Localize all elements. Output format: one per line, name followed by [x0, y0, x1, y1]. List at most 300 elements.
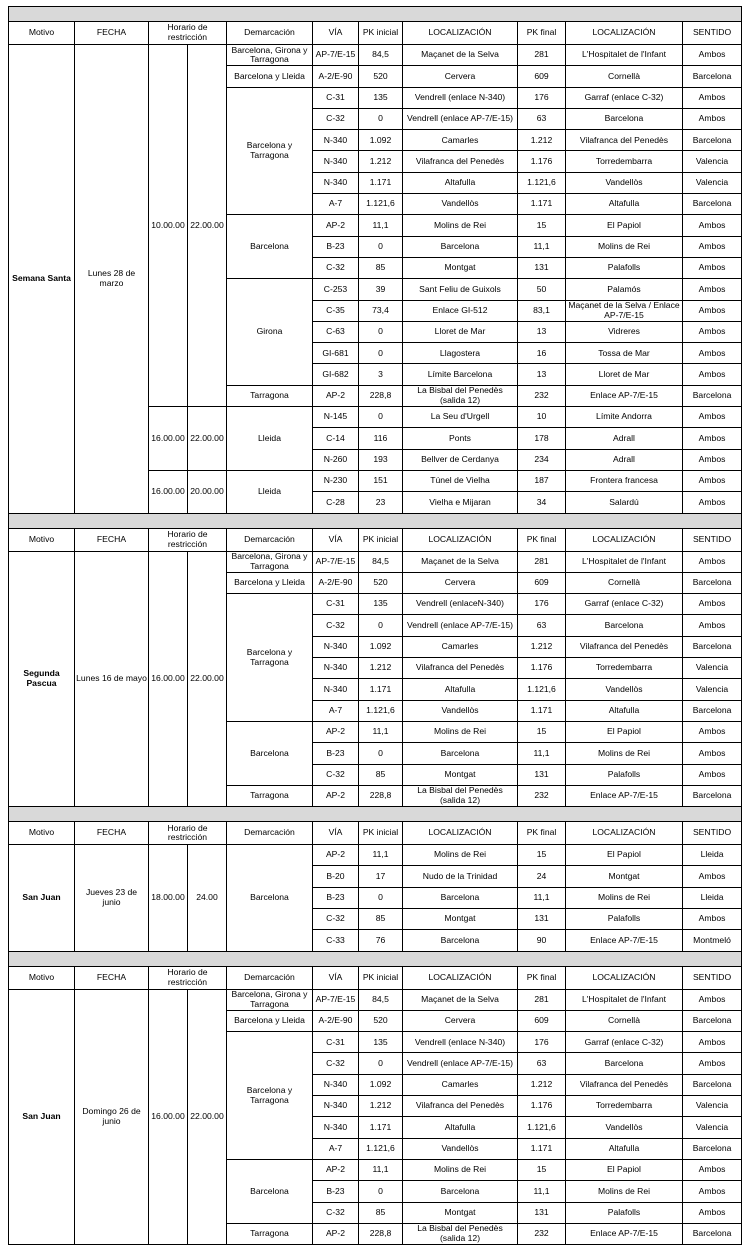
localizacion-inicial-cell: Vilafranca del Penedès — [403, 658, 518, 679]
header-horario: Horario de restricción — [149, 822, 227, 845]
header-pk_final: PK final — [518, 22, 566, 45]
localizacion-inicial-cell: Llagostera — [403, 343, 518, 364]
sentido-cell: Ambos — [683, 764, 742, 785]
header-row — [9, 528, 742, 551]
via-cell: AP-2 — [313, 215, 359, 236]
localizacion-final-cell: Barcelona — [566, 108, 683, 129]
via-cell: A-7 — [313, 1138, 359, 1159]
header-motivo: Motivo — [9, 966, 75, 989]
demarcacion-cell: Barcelona y Lleida — [227, 1010, 313, 1031]
pk-inicial-cell: 85 — [359, 257, 403, 278]
sentido-cell: Ambos — [683, 428, 742, 449]
via-cell: N-145 — [313, 407, 359, 428]
sentido-cell: Ambos — [683, 743, 742, 764]
localizacion-final-cell: Palafolls — [566, 908, 683, 929]
header-localizacion_fin: LOCALIZACIÓN — [566, 966, 683, 989]
demarcacion-cell: Barcelona — [227, 845, 313, 951]
via-cell: C-253 — [313, 279, 359, 300]
localizacion-final-cell: Torredembarra — [566, 658, 683, 679]
demarcacion-cell: Barcelona — [227, 215, 313, 279]
localizacion-final-cell: Vilafranca del Penedès — [566, 1074, 683, 1095]
pk-inicial-cell: 0 — [359, 108, 403, 129]
header-via: VÍA — [313, 966, 359, 989]
localizacion-inicial-cell: Barcelona — [403, 930, 518, 951]
via-cell: N-230 — [313, 470, 359, 491]
demarcacion-cell: Lleida — [227, 470, 313, 513]
localizacion-inicial-cell: Maçanet de la Selva — [403, 989, 518, 1010]
demarcacion-cell: Barcelona y Tarragona — [227, 87, 313, 215]
pk-final-cell: 232 — [518, 1223, 566, 1244]
localizacion-final-cell: Enlace AP-7/E-15 — [566, 1223, 683, 1244]
demarcacion-cell: Tarragona — [227, 1223, 313, 1244]
fecha-cell: Jueves 23 de junio — [75, 845, 149, 951]
pk-inicial-cell: 1.171 — [359, 172, 403, 193]
header-row — [9, 822, 742, 845]
localizacion-final-cell: El Papiol — [566, 721, 683, 742]
end-time-cell: 22.00.00 — [188, 407, 227, 471]
via-cell: N-340 — [313, 679, 359, 700]
localizacion-inicial-cell: Camarles — [403, 1074, 518, 1095]
localizacion-inicial-cell: La Seu d'Urgell — [403, 407, 518, 428]
pk-final-cell: 15 — [518, 1159, 566, 1180]
sentido-cell: Ambos — [683, 615, 742, 636]
pk-inicial-cell: 11,1 — [359, 721, 403, 742]
pk-inicial-cell: 85 — [359, 908, 403, 929]
pk-inicial-cell: 116 — [359, 428, 403, 449]
pk-final-cell: 50 — [518, 279, 566, 300]
localizacion-final-cell: L'Hospitalet de l'Infant — [566, 989, 683, 1010]
via-cell: A-7 — [313, 194, 359, 215]
localizacion-inicial-cell: Nudo de la Trinidad — [403, 866, 518, 887]
start-time-cell: 16.00.00 — [149, 407, 188, 471]
header-localizacion_fin: LOCALIZACIÓN — [566, 822, 683, 845]
localizacion-final-cell: Altafulla — [566, 1138, 683, 1159]
pk-inicial-cell: 0 — [359, 236, 403, 257]
via-cell: AP-2 — [313, 1223, 359, 1244]
pk-final-cell: 1.212 — [518, 1074, 566, 1095]
via-cell: A-2/E-90 — [313, 1010, 359, 1031]
sentido-cell: Ambos — [683, 321, 742, 342]
restrictions-document — [8, 6, 741, 1245]
via-cell: B-23 — [313, 236, 359, 257]
pk-final-cell: 15 — [518, 845, 566, 866]
demarcacion-cell: Girona — [227, 279, 313, 385]
pk-inicial-cell: 135 — [359, 1032, 403, 1053]
localizacion-inicial-cell: Vilafranca del Penedès — [403, 1096, 518, 1117]
pk-final-cell: 10 — [518, 407, 566, 428]
localizacion-final-cell: El Papiol — [566, 845, 683, 866]
pk-inicial-cell: 23 — [359, 492, 403, 513]
pk-final-cell: 34 — [518, 492, 566, 513]
sentido-cell: Ambos — [683, 866, 742, 887]
sentido-cell: Ambos — [683, 215, 742, 236]
pk-final-cell: 83,1 — [518, 300, 566, 321]
pk-inicial-cell: 0 — [359, 1053, 403, 1074]
sentido-cell: Barcelona — [683, 385, 742, 406]
localizacion-final-cell: Molins de Rei — [566, 1181, 683, 1202]
header-pk_inicial: PK inicial — [359, 22, 403, 45]
demarcacion-cell: Barcelona, Girona y Tarragona — [227, 989, 313, 1010]
sentido-cell: Barcelona — [683, 194, 742, 215]
sentido-cell: Ambos — [683, 1159, 742, 1180]
sentido-cell: Ambos — [683, 45, 742, 66]
pk-final-cell: 63 — [518, 108, 566, 129]
via-cell: AP-2 — [313, 845, 359, 866]
sentido-cell: Barcelona — [683, 572, 742, 593]
pk-inicial-cell: 1.092 — [359, 130, 403, 151]
localizacion-final-cell: Vandellòs — [566, 1117, 683, 1138]
pk-final-cell: 16 — [518, 343, 566, 364]
via-cell: AP-7/E-15 — [313, 989, 359, 1010]
sentido-cell: Barcelona — [683, 1074, 742, 1095]
pk-inicial-cell: 1.121,6 — [359, 700, 403, 721]
localizacion-final-cell: Vandellòs — [566, 679, 683, 700]
sentido-cell: Ambos — [683, 108, 742, 129]
pk-final-cell: 1.171 — [518, 1138, 566, 1159]
sentido-cell: Ambos — [683, 551, 742, 572]
localizacion-inicial-cell: Montgat — [403, 257, 518, 278]
end-time-cell: 22.00.00 — [188, 45, 227, 407]
localizacion-final-cell: Salardú — [566, 492, 683, 513]
pk-final-cell: 1.121,6 — [518, 172, 566, 193]
header-demarcacion: Demarcación — [227, 966, 313, 989]
via-cell: C-33 — [313, 930, 359, 951]
motivo-cell: Segunda Pascua — [9, 551, 75, 807]
table-body — [9, 7, 742, 1245]
localizacion-final-cell: Molins de Rei — [566, 236, 683, 257]
via-cell: C-32 — [313, 257, 359, 278]
localizacion-inicial-cell: Cervera — [403, 572, 518, 593]
pk-inicial-cell: 520 — [359, 572, 403, 593]
via-cell: C-31 — [313, 1032, 359, 1053]
header-row — [9, 966, 742, 989]
pk-inicial-cell: 76 — [359, 930, 403, 951]
header-pk_final: PK final — [518, 966, 566, 989]
localizacion-final-cell: Maçanet de la Selva / Enlace AP-7/E-15 — [566, 300, 683, 321]
header-fecha: FECHA — [75, 822, 149, 845]
pk-inicial-cell: 11,1 — [359, 1159, 403, 1180]
localizacion-inicial-cell: Barcelona — [403, 236, 518, 257]
header-localizacion_fin: LOCALIZACIÓN — [566, 22, 683, 45]
header-motivo: Motivo — [9, 822, 75, 845]
pk-inicial-cell: 0 — [359, 743, 403, 764]
localizacion-final-cell: Palafolls — [566, 257, 683, 278]
localizacion-final-cell: L'Hospitalet de l'Infant — [566, 45, 683, 66]
localizacion-inicial-cell: Vendrell (enlace AP-7/E-15) — [403, 615, 518, 636]
localizacion-final-cell: Adrall — [566, 449, 683, 470]
localizacion-final-cell: Frontera francesa — [566, 470, 683, 491]
header-pk_inicial: PK inicial — [359, 966, 403, 989]
sentido-cell: Ambos — [683, 1053, 742, 1074]
via-cell: N-260 — [313, 449, 359, 470]
demarcacion-cell: Tarragona — [227, 785, 313, 806]
pk-final-cell: 609 — [518, 572, 566, 593]
localizacion-inicial-cell: Vendrell (enlace AP-7/E-15) — [403, 108, 518, 129]
localizacion-inicial-cell: Montgat — [403, 908, 518, 929]
sentido-cell: Lleida — [683, 887, 742, 908]
localizacion-final-cell: Enlace AP-7/E-15 — [566, 385, 683, 406]
localizacion-inicial-cell: Maçanet de la Selva — [403, 45, 518, 66]
pk-final-cell: 232 — [518, 385, 566, 406]
pk-inicial-cell: 0 — [359, 407, 403, 428]
pk-inicial-cell: 84,5 — [359, 551, 403, 572]
pk-final-cell: 281 — [518, 551, 566, 572]
via-cell: N-340 — [313, 172, 359, 193]
sentido-cell: Ambos — [683, 1202, 742, 1223]
localizacion-inicial-cell: Bellver de Cerdanya — [403, 449, 518, 470]
sentido-cell: Valencia — [683, 172, 742, 193]
sentido-cell: Ambos — [683, 364, 742, 385]
sentido-cell: Ambos — [683, 470, 742, 491]
pk-inicial-cell: 84,5 — [359, 989, 403, 1010]
localizacion-inicial-cell: La Bisbal del Penedès (salida 12) — [403, 1223, 518, 1244]
demarcacion-cell: Barcelona — [227, 1159, 313, 1223]
localizacion-inicial-cell: Montgat — [403, 1202, 518, 1223]
via-cell: N-340 — [313, 1096, 359, 1117]
localizacion-inicial-cell: Vandellòs — [403, 194, 518, 215]
pk-inicial-cell: 228,8 — [359, 385, 403, 406]
localizacion-inicial-cell: Vandellòs — [403, 700, 518, 721]
sentido-cell: Ambos — [683, 449, 742, 470]
via-cell: C-32 — [313, 1053, 359, 1074]
localizacion-inicial-cell: Vendrell (enlace N-340) — [403, 87, 518, 108]
via-cell: C-14 — [313, 428, 359, 449]
localizacion-inicial-cell: La Bisbal del Penedès (salida 12) — [403, 385, 518, 406]
via-cell: B-23 — [313, 887, 359, 908]
via-cell: B-20 — [313, 866, 359, 887]
sentido-cell: Barcelona — [683, 66, 742, 87]
pk-final-cell: 11,1 — [518, 887, 566, 908]
demarcacion-cell: Barcelona y Lleida — [227, 572, 313, 593]
pk-inicial-cell: 84,5 — [359, 45, 403, 66]
pk-final-cell: 187 — [518, 470, 566, 491]
localizacion-inicial-cell: Altafulla — [403, 679, 518, 700]
pk-final-cell: 1.176 — [518, 658, 566, 679]
localizacion-final-cell: Molins de Rei — [566, 887, 683, 908]
header-horario: Horario de restricción — [149, 22, 227, 45]
header-localizacion_ini: LOCALIZACIÓN — [403, 528, 518, 551]
localizacion-final-cell: Vandellòs — [566, 172, 683, 193]
localizacion-inicial-cell: Lloret de Mar — [403, 321, 518, 342]
localizacion-inicial-cell: Vielha e Mijaran — [403, 492, 518, 513]
via-cell: C-32 — [313, 1202, 359, 1223]
demarcacion-cell: Barcelona — [227, 721, 313, 785]
end-time-cell: 20.00.00 — [188, 470, 227, 513]
localizacion-inicial-cell: Montgat — [403, 764, 518, 785]
sentido-cell: Valencia — [683, 1096, 742, 1117]
separator-cell — [9, 513, 742, 528]
localizacion-final-cell: Barcelona — [566, 615, 683, 636]
localizacion-inicial-cell: Altafulla — [403, 1117, 518, 1138]
localizacion-final-cell: Cornellà — [566, 572, 683, 593]
pk-inicial-cell: 1.092 — [359, 1074, 403, 1095]
localizacion-inicial-cell: Altafulla — [403, 172, 518, 193]
localizacion-final-cell: Palafolls — [566, 764, 683, 785]
sentido-cell: Ambos — [683, 87, 742, 108]
header-sentido: SENTIDO — [683, 528, 742, 551]
via-cell: N-340 — [313, 1117, 359, 1138]
header-motivo: Motivo — [9, 22, 75, 45]
pk-final-cell: 90 — [518, 930, 566, 951]
localizacion-inicial-cell: Barcelona — [403, 1181, 518, 1202]
pk-final-cell: 176 — [518, 87, 566, 108]
pk-final-cell: 1.121,6 — [518, 1117, 566, 1138]
demarcacion-cell: Barcelona y Tarragona — [227, 594, 313, 722]
sentido-cell: Valencia — [683, 658, 742, 679]
header-demarcacion: Demarcación — [227, 528, 313, 551]
header-sentido: SENTIDO — [683, 22, 742, 45]
localizacion-inicial-cell: Molins de Rei — [403, 845, 518, 866]
via-cell: AP-2 — [313, 721, 359, 742]
pk-final-cell: 131 — [518, 1202, 566, 1223]
pk-final-cell: 15 — [518, 721, 566, 742]
pk-final-cell: 131 — [518, 257, 566, 278]
localizacion-inicial-cell: Vilafranca del Penedès — [403, 151, 518, 172]
localizacion-final-cell: Garraf (enlace C-32) — [566, 594, 683, 615]
table-row — [9, 45, 742, 66]
via-cell: N-340 — [313, 151, 359, 172]
pk-final-cell: 15 — [518, 215, 566, 236]
demarcacion-cell: Barcelona y Tarragona — [227, 1032, 313, 1160]
fecha-cell: Lunes 28 de marzo — [75, 45, 149, 514]
pk-inicial-cell: 228,8 — [359, 1223, 403, 1244]
header-fecha: FECHA — [75, 22, 149, 45]
pk-inicial-cell: 85 — [359, 1202, 403, 1223]
pk-final-cell: 24 — [518, 866, 566, 887]
via-cell: C-31 — [313, 87, 359, 108]
localizacion-inicial-cell: Vandellòs — [403, 1138, 518, 1159]
fecha-cell: Lunes 16 de mayo — [75, 551, 149, 807]
localizacion-final-cell: Molins de Rei — [566, 743, 683, 764]
sentido-cell: Ambos — [683, 721, 742, 742]
pk-inicial-cell: 1.212 — [359, 1096, 403, 1117]
sentido-cell: Ambos — [683, 279, 742, 300]
sentido-cell: Barcelona — [683, 700, 742, 721]
demarcacion-cell: Barcelona, Girona y Tarragona — [227, 551, 313, 572]
localizacion-inicial-cell: Maçanet de la Selva — [403, 551, 518, 572]
via-cell: A-7 — [313, 700, 359, 721]
header-row — [9, 22, 742, 45]
start-time-cell: 16.00.00 — [149, 989, 188, 1245]
end-time-cell: 22.00.00 — [188, 989, 227, 1245]
localizacion-inicial-cell: Vendrell (enlace AP-7/E-15) — [403, 1053, 518, 1074]
localizacion-inicial-cell: Vendrell (enlace N-340) — [403, 1032, 518, 1053]
header-horario: Horario de restricción — [149, 528, 227, 551]
localizacion-final-cell: Vilafranca del Penedès — [566, 636, 683, 657]
pk-inicial-cell: 39 — [359, 279, 403, 300]
pk-final-cell: 11,1 — [518, 1181, 566, 1202]
localizacion-inicial-cell: Enlace GI-512 — [403, 300, 518, 321]
pk-inicial-cell: 17 — [359, 866, 403, 887]
localizacion-final-cell: Enlace AP-7/E-15 — [566, 785, 683, 806]
pk-final-cell: 178 — [518, 428, 566, 449]
header-sentido: SENTIDO — [683, 822, 742, 845]
localizacion-inicial-cell: Túnel de Vielha — [403, 470, 518, 491]
localizacion-inicial-cell: Vendrell (enlaceN-340) — [403, 594, 518, 615]
sentido-cell: Ambos — [683, 1181, 742, 1202]
localizacion-inicial-cell: Camarles — [403, 636, 518, 657]
localizacion-final-cell: Enlace AP-7/E-15 — [566, 930, 683, 951]
sentido-cell: Ambos — [683, 594, 742, 615]
localizacion-inicial-cell: Molins de Rei — [403, 721, 518, 742]
sentido-cell: Ambos — [683, 908, 742, 929]
header-localizacion_fin: LOCALIZACIÓN — [566, 528, 683, 551]
localizacion-final-cell: Cornellà — [566, 1010, 683, 1031]
via-cell: C-32 — [313, 615, 359, 636]
localizacion-final-cell: Cornellà — [566, 66, 683, 87]
via-cell: C-28 — [313, 492, 359, 513]
pk-final-cell: 11,1 — [518, 236, 566, 257]
pk-inicial-cell: 0 — [359, 887, 403, 908]
pk-inicial-cell: 0 — [359, 321, 403, 342]
pk-final-cell: 1.212 — [518, 636, 566, 657]
localizacion-final-cell: Adrall — [566, 428, 683, 449]
localizacion-final-cell: Vidreres — [566, 321, 683, 342]
pk-final-cell: 176 — [518, 1032, 566, 1053]
localizacion-inicial-cell: Barcelona — [403, 887, 518, 908]
sentido-cell: Valencia — [683, 679, 742, 700]
localizacion-final-cell: Garraf (enlace C-32) — [566, 1032, 683, 1053]
sentido-cell: Barcelona — [683, 1223, 742, 1244]
section-separator — [9, 807, 742, 822]
pk-inicial-cell: 1.212 — [359, 151, 403, 172]
header-pk_final: PK final — [518, 528, 566, 551]
via-cell: B-23 — [313, 743, 359, 764]
pk-inicial-cell: 0 — [359, 615, 403, 636]
pk-final-cell: 1.121,6 — [518, 679, 566, 700]
sentido-cell: Montmeló — [683, 930, 742, 951]
sentido-cell: Ambos — [683, 300, 742, 321]
localizacion-final-cell: L'Hospitalet de l'Infant — [566, 551, 683, 572]
via-cell: AP-2 — [313, 385, 359, 406]
pk-inicial-cell: 3 — [359, 364, 403, 385]
sentido-cell: Ambos — [683, 989, 742, 1010]
header-pk_inicial: PK inicial — [359, 822, 403, 845]
pk-final-cell: 63 — [518, 1053, 566, 1074]
pk-inicial-cell: 151 — [359, 470, 403, 491]
header-via: VÍA — [313, 22, 359, 45]
pk-inicial-cell: 0 — [359, 1181, 403, 1202]
header-motivo: Motivo — [9, 528, 75, 551]
section-separator — [9, 951, 742, 966]
sentido-cell: Barcelona — [683, 1138, 742, 1159]
pk-final-cell: 131 — [518, 908, 566, 929]
pk-final-cell: 176 — [518, 594, 566, 615]
section-separator — [9, 513, 742, 528]
separator-cell — [9, 807, 742, 822]
pk-final-cell: 234 — [518, 449, 566, 470]
header-fecha: FECHA — [75, 966, 149, 989]
localizacion-final-cell: Palafolls — [566, 1202, 683, 1223]
separator-cell — [9, 951, 742, 966]
localizacion-inicial-cell: La Bisbal del Penedès (salida 12) — [403, 785, 518, 806]
via-cell: GI-682 — [313, 364, 359, 385]
sentido-cell: Valencia — [683, 151, 742, 172]
sentido-cell: Valencia — [683, 1117, 742, 1138]
table-row — [9, 551, 742, 572]
demarcacion-cell: Barcelona y Lleida — [227, 66, 313, 87]
localizacion-final-cell: Altafulla — [566, 194, 683, 215]
sentido-cell: Barcelona — [683, 130, 742, 151]
localizacion-final-cell: El Papiol — [566, 1159, 683, 1180]
via-cell: C-35 — [313, 300, 359, 321]
sentido-cell: Ambos — [683, 236, 742, 257]
pk-final-cell: 1.171 — [518, 700, 566, 721]
start-time-cell: 10.00.00 — [149, 45, 188, 407]
localizacion-final-cell: El Papiol — [566, 215, 683, 236]
via-cell: N-340 — [313, 1074, 359, 1095]
header-via: VÍA — [313, 528, 359, 551]
